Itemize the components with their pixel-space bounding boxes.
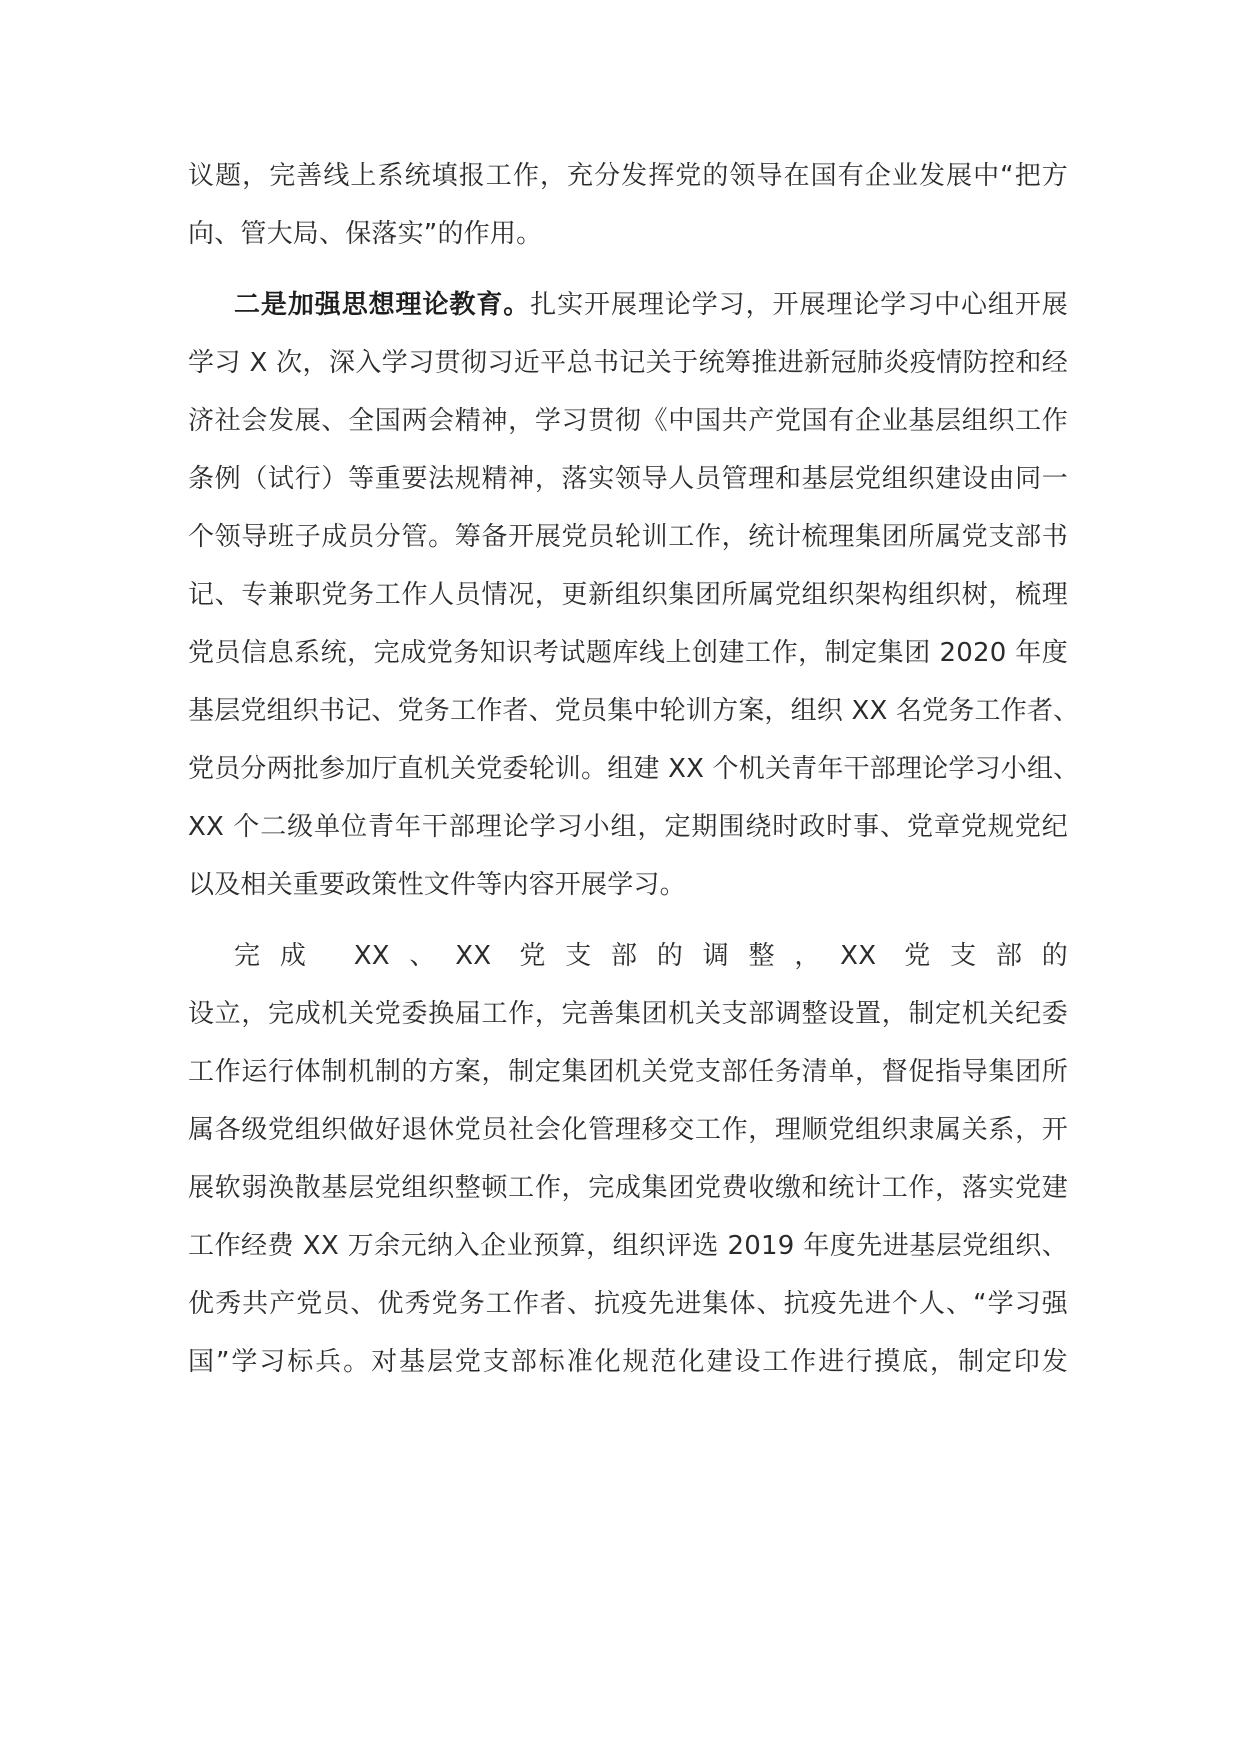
body-text: 条例（试行）等重要法规精神，落实领导人员管理和基层党组织建设由同一 <box>188 464 1068 494</box>
body-text: 记、专兼职党务工作人员情况，更新组织集团所属党组织架构组织树，梳理 <box>188 580 1068 610</box>
paragraph-2-line-1 <box>234 285 1068 325</box>
body-text: 以及相关重要政策性文件等内容开展学习。 <box>188 870 686 900</box>
body-text: 国”学习标兵。对基层党支部标准化规范化建设工作进行摸底，制定印发 <box>188 1347 1068 1377</box>
paragraph-2-line-6 <box>188 575 1068 615</box>
paragraph-3-line-1 <box>234 936 1068 976</box>
paragraph-2-line-10 <box>188 807 1068 847</box>
body-text: XX 个二级单位青年干部理论学习小组，定期围绕时政时事、党章党规党纪 <box>188 812 1068 842</box>
paragraph-1-line-1 <box>188 156 1068 196</box>
paragraph-3-line-8 <box>188 1342 1068 1382</box>
body-text: 向、管大局、保落实”的作用。 <box>188 219 543 249</box>
paragraph-2-line-8 <box>188 691 1080 731</box>
paragraph-3-line-7 <box>188 1284 1068 1324</box>
paragraph-2-line-5 <box>188 517 1068 557</box>
body-text: 议题，完善线上系统填报工作，充分发挥党的领导在国有企业发展中“把方 <box>188 161 1068 191</box>
body-text: 属各级党组织做好退休党员社会化管理移交工作，理顺党组织隶属关系，开 <box>188 1115 1068 1145</box>
paragraph-2-line-9 <box>188 749 1080 789</box>
paragraph-2-line-2 <box>188 343 1068 383</box>
body-text: 展软弱涣散基层党组织整顿工作，完成集团党费收缴和统计工作，落实党建 <box>188 1173 1068 1203</box>
paragraph-3-line-6 <box>188 1226 1068 1266</box>
body-text: 扎实开展理论学习，开展理论学习中心组开展 <box>530 290 1068 320</box>
body-text: 完成 XX、XX 党支部的调整，XX 党支部的 <box>234 941 1068 971</box>
paragraph-3-line-4 <box>188 1110 1068 1150</box>
paragraph-2-line-7 <box>188 633 1068 673</box>
paragraph-1-line-2 <box>188 214 1068 254</box>
paragraph-3-line-5 <box>188 1168 1068 1208</box>
body-text: 党员分两批参加厅直机关党委轮训。组建 XX 个机关青年干部理论学习小组、 <box>188 754 1080 784</box>
body-text: 个领导班子成员分管。筹备开展党员轮训工作，统计梳理集团所属党支部书 <box>188 522 1068 552</box>
paragraph-3-line-2 <box>188 994 1068 1034</box>
section-heading-ideological-education: 二是加强思想理论教育。 <box>234 290 531 320</box>
body-text: 优秀共产党员、优秀党务工作者、抗疫先进集体、抗疫先进个人、“学习强 <box>188 1289 1068 1319</box>
paragraph-2-line-3 <box>188 401 1068 441</box>
body-text: 济社会发展、全国两会精神，学习贯彻《中国共产党国有企业基层组织工作 <box>188 406 1068 436</box>
paragraph-2-line-4 <box>188 459 1068 499</box>
paragraph-2-line-11 <box>188 865 1068 905</box>
body-text: 基层党组织书记、党务工作者、党员集中轮训方案，组织 XX 名党务工作者、 <box>188 696 1080 726</box>
body-text: 工作经费 XX 万余元纳入企业预算，组织评选 2019 年度先进基层党组织、 <box>188 1231 1068 1261</box>
body-text: 工作运行体制机制的方案，制定集团机关党支部任务清单，督促指导集团所 <box>188 1057 1068 1087</box>
body-text: 党员信息系统，完成党务知识考试题库线上创建工作，制定集团 2020 年度 <box>188 638 1068 668</box>
paragraph-3-line-3 <box>188 1052 1068 1092</box>
body-text: 设立，完成机关党委换届工作，完善集团机关支部调整设置，制定机关纪委 <box>188 999 1068 1029</box>
body-text: 学习 X 次，深入学习贯彻习近平总书记关于统筹推进新冠肺炎疫情防控和经 <box>188 348 1068 378</box>
